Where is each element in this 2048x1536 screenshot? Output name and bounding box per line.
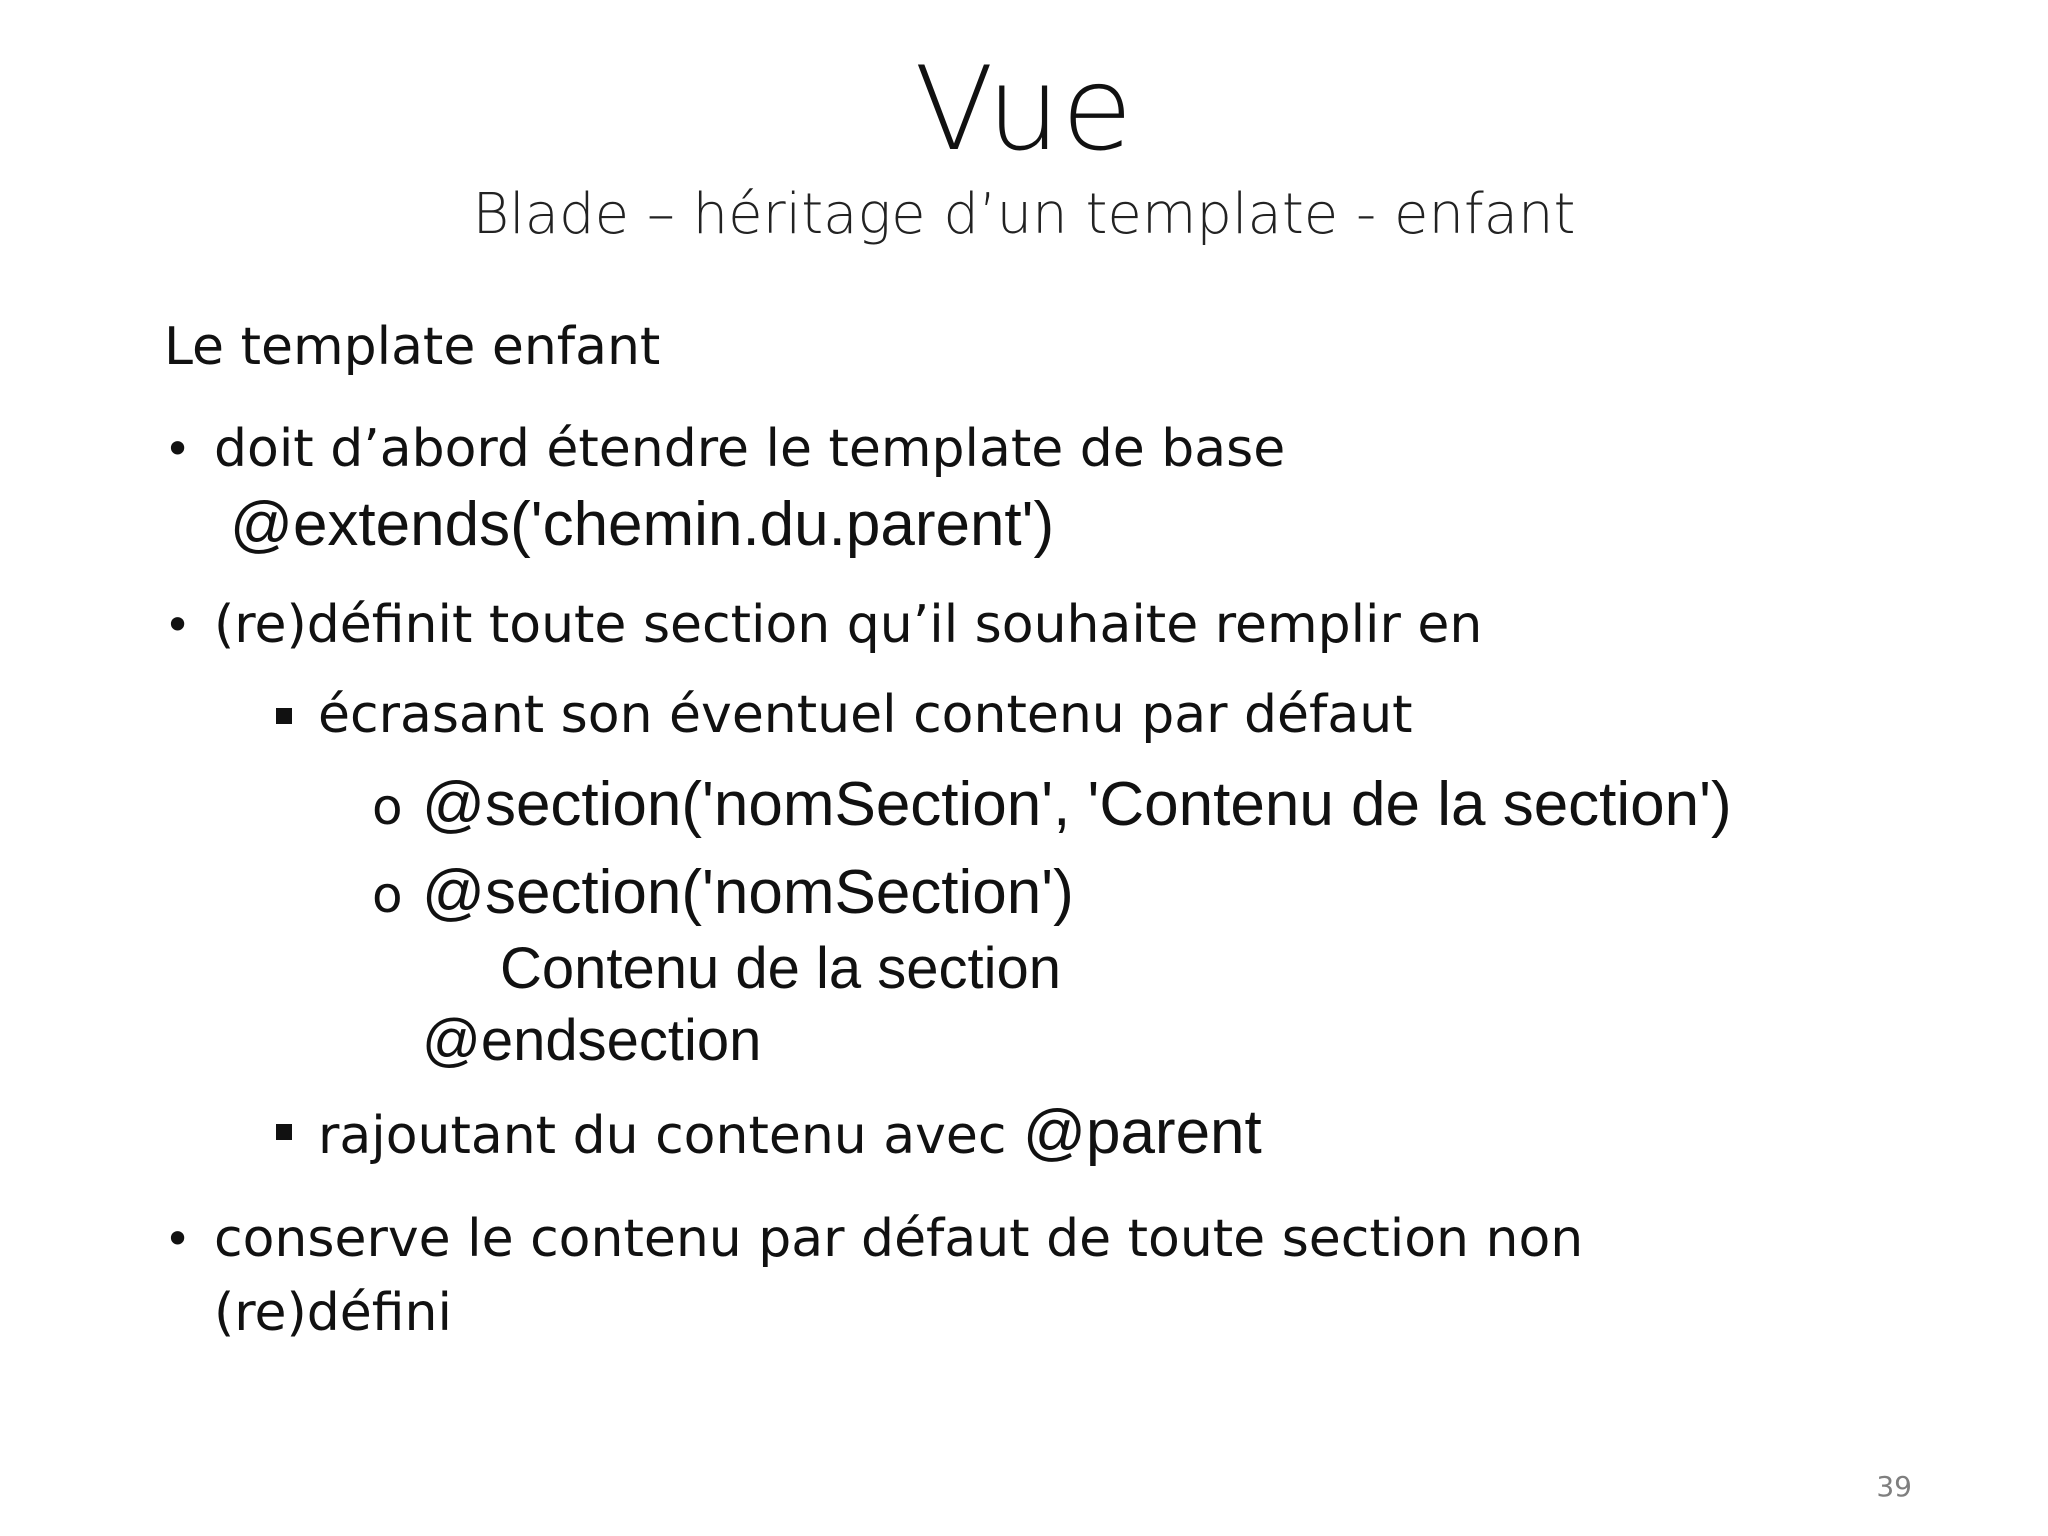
intro-text: Le template enfant <box>164 317 661 377</box>
bullet-3-marker: • <box>164 1212 192 1266</box>
sub-bullet-1-text: écrasant son éventuel contenu par défaut <box>318 685 1413 745</box>
section-block-open-code: @section('nomSection') <box>422 858 1074 927</box>
endsection-code: @endsection <box>422 1008 762 1073</box>
bullet-1-text: doit d’abord étendre le template de base <box>214 419 1286 479</box>
slide-subtitle: Blade – héritage d’un template - enfant <box>472 182 1576 247</box>
sub-bullet-2-marker <box>276 1124 292 1140</box>
parent-code: @parent <box>1023 1098 1262 1167</box>
slide-title: Vue <box>914 42 1134 177</box>
section-inline-code: @section('nomSection', 'Contenu de la section') <box>422 770 1732 839</box>
sub-bullet-2-line <box>318 1096 1262 1170</box>
bullet-3-text-line2: (re)défini <box>214 1283 452 1343</box>
sub-bullet-2-text: rajoutant du contenu avec <box>318 1106 1024 1166</box>
bullet-2-marker: • <box>164 598 192 652</box>
extends-code: @extends('chemin.du.parent') <box>230 490 1055 559</box>
item-1-marker: o <box>372 778 403 836</box>
item-2-marker: o <box>372 866 403 924</box>
bullet-1-marker: • <box>164 422 192 476</box>
sub-bullet-1-marker <box>276 708 292 724</box>
page-number: 39 <box>1876 1470 1912 1503</box>
section-block-content-code: Contenu de la section <box>500 936 1062 1001</box>
bullet-3-text-line1: conserve le contenu par défaut de toute section non <box>214 1209 1584 1269</box>
bullet-2-text: (re)définit toute section qu’il souhaite remplir en <box>214 595 1483 655</box>
